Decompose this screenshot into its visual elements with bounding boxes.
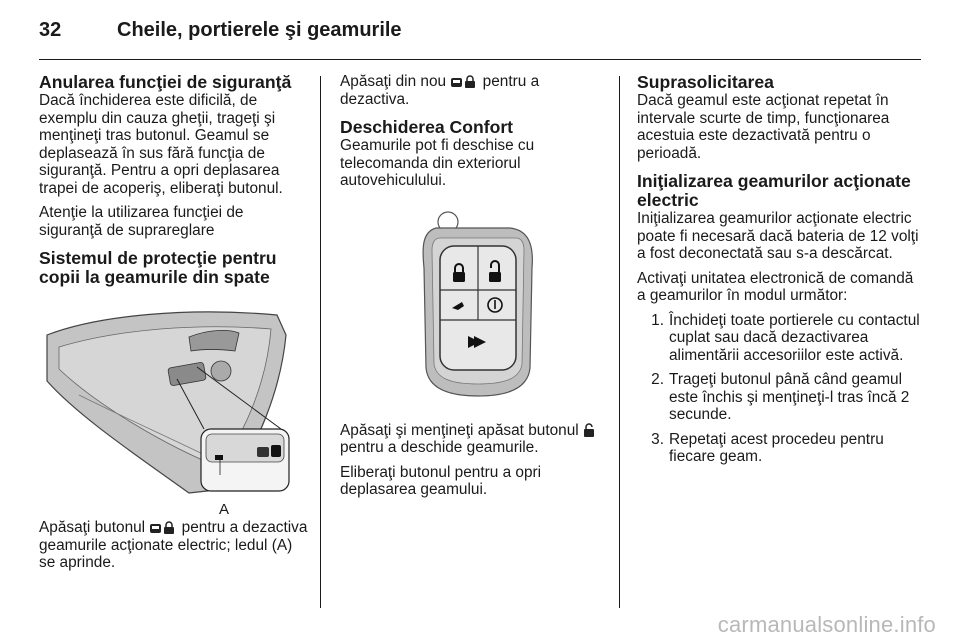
watermark: carmanualsonline.info <box>717 612 936 637</box>
column-1 <box>39 73 309 579</box>
paragraph-child-lock <box>39 519 309 572</box>
paragraph-release: Eliberaţi butonul pentru a opri deplasarea geamului. <box>340 463 542 498</box>
column-divider-2 <box>619 76 620 608</box>
step-text: Repetaţi acest procedeu pentru fiecare geam. <box>669 430 884 465</box>
paragraph-activate-unit: Activaţi unitatea electronică de comandă a geamurilor în modul următor: <box>637 269 914 304</box>
list-item <box>637 371 922 424</box>
remote-key-illustration <box>418 208 538 400</box>
child-lock-icon-2 <box>450 74 478 88</box>
paragraph-safety-override: Dacă închiderea este dificilă, de exemplu din cauza gheţii, trageţi şi menţineţi tras butonul. Geamul se deplasează în sus fără funcţia de siguranţă. Pentru a opri deplasarea trapei de acoperiş, eliberaţi butonul. <box>39 92 283 197</box>
paragraph-deactivate <box>340 73 608 108</box>
heading-child-protection: Sistemul de protecţie pentru copii la geamurile din spate <box>39 248 277 287</box>
page-title: Cheile, portierele şi geamurile <box>117 19 402 41</box>
steps-list <box>637 312 922 466</box>
paragraph-child-lock-end: pentru a dezactiva geamurile acţionate electric; ledul (A) se aprinde. <box>39 519 308 571</box>
paragraph-safety-warning: Atenţie la utilizarea funcţiei de siguranţă de suprareglare <box>39 204 244 239</box>
step-number: 3. <box>651 430 664 448</box>
door-panel-illustration <box>39 307 291 497</box>
child-lock-icon <box>149 520 177 534</box>
paragraph-overload: Dacă geamul este acţionat repetat în intervale scurte de timp, funcţionarea acestuia este dezactivată pentru o perioadă. <box>637 92 890 162</box>
paragraph-comfort-opening: Geamurile pot fi deschise cu telecomanda din exteriorul autovehiculului. <box>340 137 535 189</box>
figure-label-a: A <box>219 501 230 518</box>
step-text: Închideţi toate portierele cu contactul cuplat sau dacă dezactivarea alimentării accesoriilor este activă. <box>669 311 920 364</box>
column-3 <box>637 73 922 473</box>
paragraph-deactivate-end: pentru a dezactiva. <box>340 73 540 108</box>
step-number: 1. <box>651 311 664 329</box>
heading-overload: Suprasolicitarea <box>637 72 774 92</box>
step-text: Trageţi butonul până când geamul este închis şi menţineţi-l tras încă 2 secunde. <box>669 371 910 423</box>
page-number: 32 <box>39 19 62 41</box>
step-number: 2. <box>651 371 664 388</box>
heading-safety-override: Anularea funcţiei de siguranţă <box>39 72 292 92</box>
page-header <box>0 0 960 60</box>
paragraph-press-hold-end: pentru a deschide geamurile. <box>340 439 539 456</box>
header-rule <box>39 59 921 60</box>
column-2 <box>340 73 608 506</box>
paragraph-press-hold-start: Apăsaţi şi menţineţi apăsat butonul <box>340 421 579 439</box>
paragraph-deactivate-start: Apăsaţi din nou <box>340 73 447 90</box>
column-divider-1 <box>320 76 321 608</box>
list-item <box>637 312 922 365</box>
paragraph-child-lock-start: Apăsaţi butonul <box>39 519 146 536</box>
unlock-icon <box>583 423 595 437</box>
paragraph-initialization: Iniţializarea geamurilor acţionate electric poate fi necesară dacă bateria de 12 volţi a fost deconectată sau s-a descărcat. <box>637 210 919 262</box>
paragraph-press-hold <box>340 422 608 457</box>
heading-comfort-opening: Deschiderea Confort <box>340 117 514 137</box>
heading-initialization: Iniţializarea geamurilor acţionate electric <box>637 171 911 210</box>
list-item <box>637 431 922 466</box>
